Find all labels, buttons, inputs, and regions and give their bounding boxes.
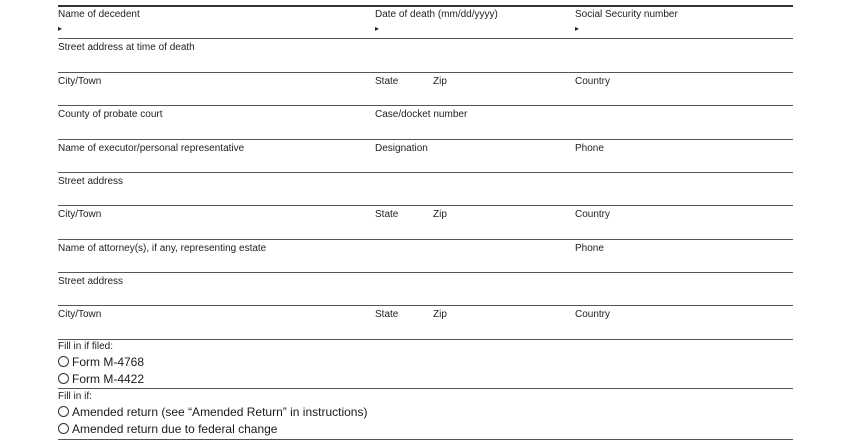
field-label: Street address (58, 276, 124, 287)
decedent-street-field (58, 40, 793, 72)
field-label: Phone (575, 143, 604, 154)
country-field (575, 207, 793, 239)
field-label: Name of decedent (58, 9, 140, 20)
form-m4768-option[interactable] (58, 353, 793, 370)
executor-city-row (0, 207, 850, 241)
country-input[interactable] (575, 88, 793, 104)
field-label: Country (575, 309, 611, 320)
option-label: Form M-4768 (72, 354, 145, 369)
field-label: State (375, 209, 399, 220)
field-label: Designation (375, 143, 428, 154)
case-docket-input[interactable] (375, 121, 793, 137)
designation-field (375, 141, 570, 173)
decedent-address-row (0, 40, 850, 74)
field-label: Phone (575, 243, 604, 254)
probate-county-field (58, 107, 368, 139)
amended-title: Fill in if: (58, 391, 92, 402)
zip-field (433, 74, 568, 106)
zip-input[interactable] (433, 88, 568, 104)
state-input[interactable] (375, 88, 430, 104)
zip-field (433, 207, 568, 239)
ssn-field (575, 7, 793, 39)
state-field (375, 307, 430, 339)
city-input[interactable] (58, 88, 368, 104)
option-label: Amended return (see “Amended Return” in instructions) (72, 404, 368, 419)
attorney-city-row (0, 307, 850, 341)
filed-forms-section (58, 341, 793, 387)
date-of-death-input[interactable] (375, 21, 570, 37)
zip-field (433, 307, 568, 339)
date-of-death-field (375, 7, 570, 39)
field-label: Date of death (mm/dd/yyyy) (375, 9, 498, 20)
radio-button[interactable] (58, 373, 69, 384)
field-label: Street address (58, 176, 124, 187)
probate-county-input[interactable] (58, 121, 368, 137)
attorney-street-input[interactable] (58, 288, 793, 304)
executor-address-row (0, 174, 850, 208)
executor-street-input[interactable] (58, 188, 793, 204)
amended-federal-change-option[interactable] (58, 420, 793, 437)
attorney-phone-input[interactable] (575, 255, 793, 271)
option-label: Amended return due to federal change (72, 421, 278, 436)
amended-return-option[interactable] (58, 403, 793, 420)
field-label: Street address at time of death (58, 42, 195, 53)
decedent-row (0, 7, 850, 41)
field-label: Zip (433, 309, 447, 320)
field-label: State (375, 76, 399, 87)
city-input[interactable] (58, 221, 368, 237)
option-label: Form M-4422 (72, 371, 145, 386)
decedent-city-row (0, 74, 850, 108)
executor-street-field (58, 174, 793, 206)
probate-row (0, 107, 850, 141)
field-label: Zip (433, 76, 447, 87)
state-field (375, 74, 430, 106)
executor-row (0, 141, 850, 175)
state-input[interactable] (375, 321, 430, 337)
city-field (58, 74, 368, 106)
arrow-marker: ▸ (375, 24, 380, 33)
attorney-name-field (58, 241, 568, 273)
field-label: City/Town (58, 209, 102, 220)
attorney-name-input[interactable] (58, 255, 568, 271)
attorney-address-row (0, 274, 850, 308)
rule (58, 388, 793, 389)
city-input[interactable] (58, 321, 368, 337)
executor-name-input[interactable] (58, 155, 368, 171)
decedent-street-input[interactable] (58, 54, 793, 70)
state-input[interactable] (375, 221, 430, 237)
executor-phone-field (575, 141, 793, 173)
country-field (575, 307, 793, 339)
executor-phone-input[interactable] (575, 155, 793, 171)
bottom-rule (58, 439, 793, 440)
field-label: Name of executor/personal representative (58, 143, 245, 154)
ssn-input[interactable] (575, 21, 793, 37)
radio-button[interactable] (58, 406, 69, 417)
field-label: Zip (433, 209, 447, 220)
field-label: Country (575, 76, 611, 87)
form-m4422-option[interactable] (58, 370, 793, 387)
field-label: Case/docket number (375, 109, 468, 120)
field-label: Country (575, 209, 611, 220)
executor-name-field (58, 141, 368, 173)
arrow-marker: ▸ (575, 24, 580, 33)
zip-input[interactable] (433, 221, 568, 237)
state-field (375, 207, 430, 239)
attorney-row (0, 241, 850, 275)
radio-button[interactable] (58, 356, 69, 367)
filed-forms-title: Fill in if filed: (58, 341, 114, 352)
arrow-marker: ▸ (58, 24, 63, 33)
field-label: City/Town (58, 76, 102, 87)
field-label: City/Town (58, 309, 102, 320)
country-field (575, 74, 793, 106)
amended-section (58, 391, 793, 437)
field-label: State (375, 309, 399, 320)
field-label: Social Security number (575, 9, 678, 20)
country-input[interactable] (575, 221, 793, 237)
attorney-phone-field (575, 241, 793, 273)
city-field (58, 307, 368, 339)
decedent-name-input[interactable] (58, 21, 368, 37)
field-label: Name of attorney(s), if any, representing estate (58, 243, 267, 254)
zip-input[interactable] (433, 321, 568, 337)
country-input[interactable] (575, 321, 793, 337)
radio-button[interactable] (58, 423, 69, 434)
attorney-street-field (58, 274, 793, 306)
city-field (58, 207, 368, 239)
field-label: County of probate court (58, 109, 163, 120)
designation-input[interactable] (375, 155, 570, 171)
case-docket-field (375, 107, 793, 139)
decedent-name-field (58, 7, 368, 39)
